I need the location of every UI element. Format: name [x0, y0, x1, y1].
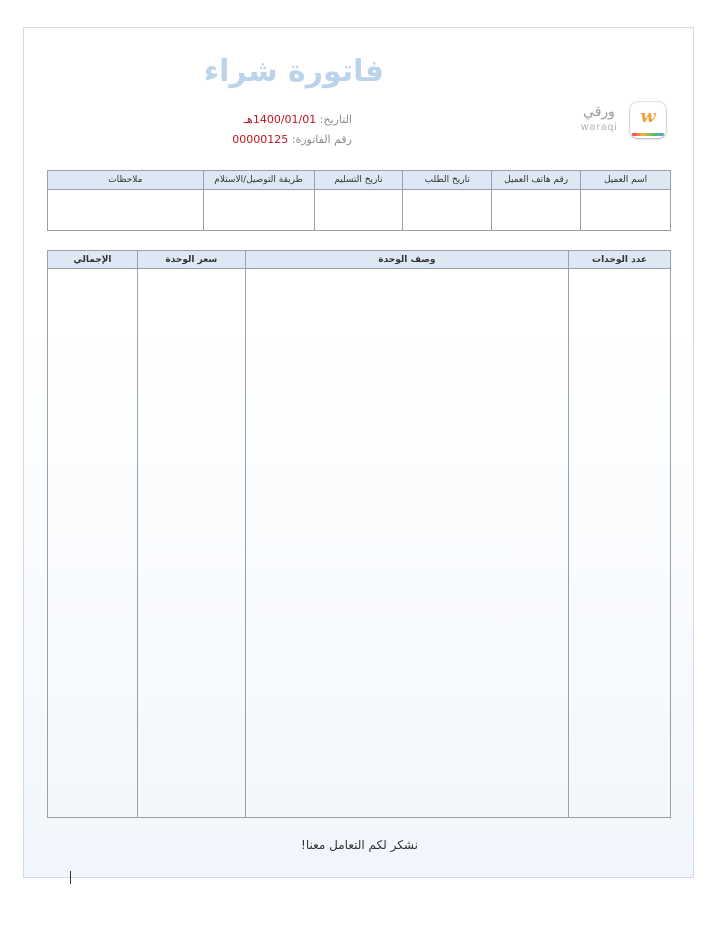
- date-value[interactable]: 1400/01/01هـ: [243, 113, 317, 126]
- delivery-date-cell[interactable]: [314, 190, 403, 231]
- invoice-date: [174, 113, 352, 126]
- col-unit-price: سعر الوحدة: [137, 251, 245, 269]
- date-label: التاريخ:: [319, 113, 352, 126]
- col-order-date: تاريخ الطلب: [403, 171, 492, 190]
- unit-description-cell[interactable]: [245, 269, 568, 818]
- invoice-number: [174, 133, 352, 146]
- thank-you-message[interactable]: نشكر لكم التعامل معنا!: [301, 838, 418, 852]
- logo-color-bar: [632, 133, 664, 136]
- order-date-cell[interactable]: [403, 190, 492, 231]
- notes-cell[interactable]: [48, 190, 204, 231]
- logo-glyph: w: [640, 106, 656, 127]
- order-info-header-row: [48, 171, 671, 190]
- col-customer-phone: رقم هاتف العميل: [492, 171, 581, 190]
- text-cursor: [70, 871, 71, 884]
- invoice-page: [23, 27, 694, 878]
- col-notes: ملاحظات: [48, 171, 204, 190]
- order-info-table: [47, 170, 671, 231]
- order-info-row: [48, 190, 671, 231]
- customer-phone-cell[interactable]: [492, 190, 581, 231]
- unit-count-cell[interactable]: [569, 269, 671, 818]
- col-unit-count: عدد الوحدات: [569, 251, 671, 269]
- logo-icon: [630, 102, 666, 138]
- col-delivery-method: طريقة التوصيل/الاستلام: [203, 171, 314, 190]
- customer-name-cell[interactable]: [581, 190, 671, 231]
- items-table: [47, 250, 671, 818]
- total-cell[interactable]: [48, 269, 138, 818]
- waraqi-logo: [576, 102, 666, 142]
- unit-price-cell[interactable]: [137, 269, 245, 818]
- items-body-row: [48, 269, 671, 818]
- logo-english-text: waraqi: [580, 122, 618, 133]
- col-total: الإجمالي: [48, 251, 138, 269]
- invoice-number-label: رقم الفاتورة:: [291, 133, 352, 146]
- col-delivery-date: تاريخ التسليم: [314, 171, 403, 190]
- invoice-number-value[interactable]: 00000125: [232, 133, 289, 146]
- items-header-row: [48, 251, 671, 269]
- delivery-method-cell[interactable]: [203, 190, 314, 231]
- invoice-title: فاتورة شراء: [203, 54, 384, 89]
- logo-arabic-text: ورقي: [583, 104, 615, 120]
- col-customer-name: اسم العميل: [581, 171, 671, 190]
- col-unit-description: وصف الوحدة: [245, 251, 568, 269]
